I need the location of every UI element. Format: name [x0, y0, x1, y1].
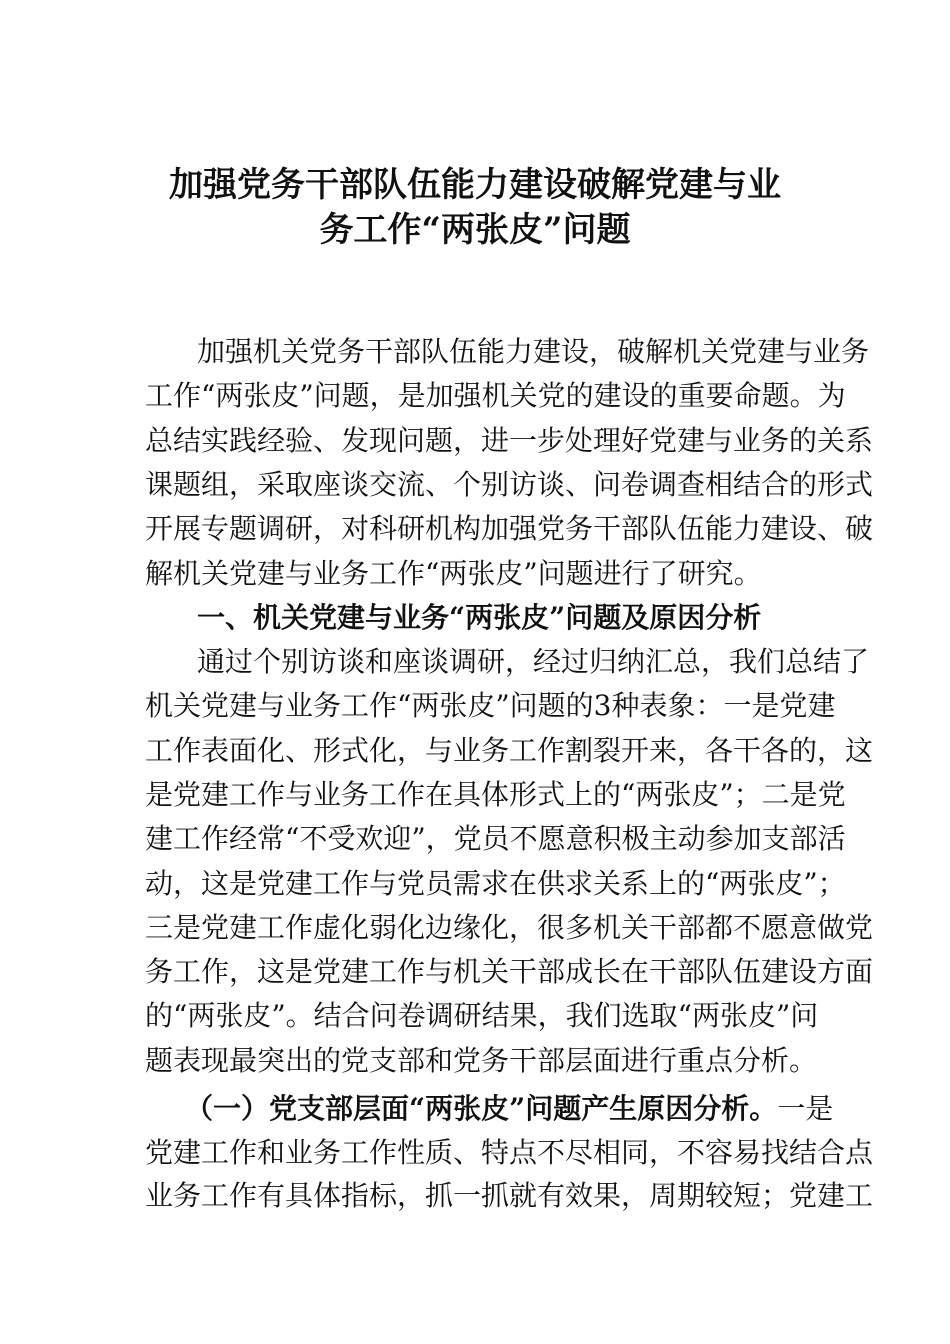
paragraph-line: 建工作经常“不受欢迎”，党员不愿意积极主动参加支部活: [145, 822, 846, 855]
paragraph-line: 党建工作和业务工作性质、特点不尽相同，不容易找结合点: [145, 1136, 874, 1169]
paragraph-line: 课题组，采取座谈交流、个别访谈、问卷调查相结合的形式: [145, 468, 874, 501]
paragraph-line: 是党建工作与业务工作在具体形式上的“两张皮”；二是党: [145, 778, 846, 811]
subsection-text: 一是: [777, 1092, 834, 1125]
paragraph-line: 总结实践经验、发现问题，进一步处理好党建与业务的关系: [145, 424, 874, 457]
paragraph-line: 的“两张皮”。结合问卷调研结果，我们选取“两张皮”问: [145, 999, 819, 1032]
document-title-line-2: 务工作“两张皮”问题: [319, 210, 631, 250]
section-heading: 一、机关党建与业务“两张皮”问题及原因分析: [197, 601, 762, 634]
paragraph-line: 业务工作有具体指标，抓一抓就有效果，周期较短；党建工: [145, 1179, 874, 1212]
paragraph-line: 工作“两张皮”问题，是加强机关党的建设的重要命题。为: [145, 379, 846, 412]
paragraph-line: 三是党建工作虚化弱化边缘化，很多机关干部都不愿意做党: [145, 911, 874, 944]
subsection-heading: （一）党支部层面“两张皮”问题产生原因分析。: [185, 1092, 778, 1125]
paragraph-line: 工作表面化、形式化，与业务工作割裂开来，各干各的，这: [145, 734, 874, 767]
subsection-line: [185, 1091, 834, 1127]
paragraph-line: 开展专题调研，对科研机构加强党务干部队伍能力建设、破: [145, 512, 874, 545]
paragraph-line: 题表现最突出的党支部和党务干部层面进行重点分析。: [145, 1044, 818, 1077]
paragraph-line: 加强机关党务干部队伍能力建设，破解机关党建与业务: [197, 335, 870, 368]
paragraph-line: 通过个别访谈和座谈调研，经过归纳汇总，我们总结了: [197, 645, 870, 678]
paragraph-line: 机关党建与业务工作“两张皮”问题的3种表象：一是党建: [145, 689, 836, 722]
paragraph-line: 动，这是党建工作与党员需求在供求关系上的“两张皮”；: [145, 867, 846, 900]
document-title-line-1: 加强党务干部队伍能力建设破解党建与业: [169, 165, 781, 205]
paragraph-line: 解机关党建与业务工作“两张皮”问题进行了研究。: [145, 557, 762, 590]
paragraph-line: 务工作，这是党建工作与机关干部成长在干部队伍建设方面: [145, 955, 874, 988]
